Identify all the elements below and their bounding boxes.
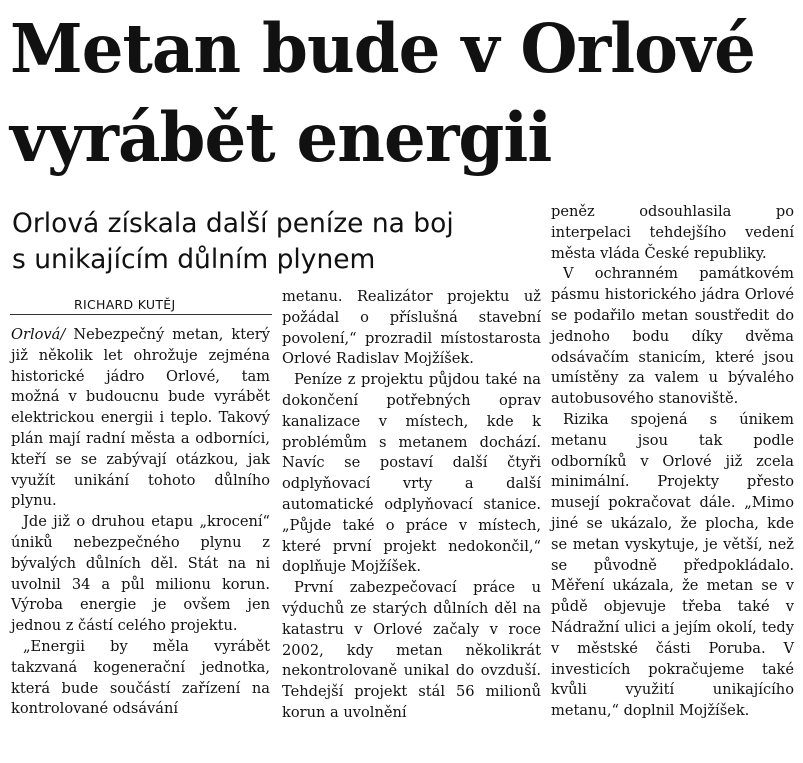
- paragraph: „Energii by měla vyrábět takzvaná kogenerační jednotka, která bude součástí zařízení na kontrolované odsávání: [11, 637, 270, 718]
- paragraph: Rizika spojená s únikem metanu jsou tak podle odborníků v Orlové již zcela minimální. Projekty přesto musejí pokračovat dále. „Mimo jiné se ukázalo, že plocha, kde se metan vyskytuje, je větší, než se původně předpokládalo. Měření ukázala, že metan se v půdě objevuje třeba také v Nádražní ulici a jejím okolí, tedy v městské části Poruba. V investicích pokračujeme také kvůli využití unikajícího metanu,“ doplnil Mojžíšek.: [551, 410, 794, 720]
- byline-rule: [10, 314, 272, 315]
- paragraph: První zabezpečovací práce u výduchů ze starých důlních děl na katastru v Orlové začaly v roce 2002, kdy metan několikrát nekontrolovaně unikal do ovzduší. Tehdejší projekt stál 56 milionů korun a uvolnění: [282, 579, 541, 721]
- subheadline: [12, 206, 552, 278]
- paragraph: metanu. Realizátor projektu už požádal o příslušná stavební povolení,“ prozradil místostarosta Orlové Radislav Mojžíšek.: [282, 288, 541, 368]
- column-1: [11, 325, 270, 720]
- subheadline-line-1: Orlová získala další peníze na boj: [12, 208, 454, 239]
- paragraph: Jde již o druhou etapu „krocení“ úniků nebezpečného plynu z bývalých důlních děl. Stát na ni uvolnil 34 a půl milionu korun. Výroba energie je ovšem jen jednou z částí celého projektu.: [11, 513, 270, 635]
- byline: RICHARD KUTĚJ: [74, 297, 176, 312]
- headline-line-1: Metan bude v Orlové: [10, 9, 755, 88]
- paragraph: Peníze z projektu půjdou také na dokončení potřebných oprav kanalizace v místech, kde k problémům s metanem dochází. Navíc se postaví další čtyři odplyňovací vrty a další automatické odplyňovací stanice. „Půjde také o práce v místech, které první projekt nedokončil,“ doplňuje Mojžíšek.: [282, 371, 541, 576]
- paragraph: [11, 325, 270, 512]
- column-2: [282, 287, 541, 724]
- paragraph: V ochranném památkovém pásmu historického jádra Orlové se podařilo metan soustředit do jednoho bodu díky dvěma odsávačím stanicím, které jsou umístěny za valem u bývalého autobusového stanoviště.: [551, 265, 794, 408]
- column-3: [551, 202, 794, 722]
- subheadline-line-2: s unikajícím důlním plynem: [12, 244, 376, 275]
- headline-line-2: vyrábět energii: [10, 98, 552, 177]
- headline: [10, 4, 784, 182]
- paragraph: peněz odsouhlasila po interpelaci tehdejšího vedení města vláda České republiky.: [551, 203, 794, 262]
- paragraph-text: Nebezpečný metan, který již několik let ohrožuje zejména historické jádro Orlové, tam možná v budoucnu bude vyrábět elektrickou energii i teplo. Takový plán mají radní města a odborníci, kteří se se zabývají otázkou, jak využít unikání tohoto důlního plynu.: [11, 326, 270, 510]
- dateline: Orlová/: [11, 326, 66, 343]
